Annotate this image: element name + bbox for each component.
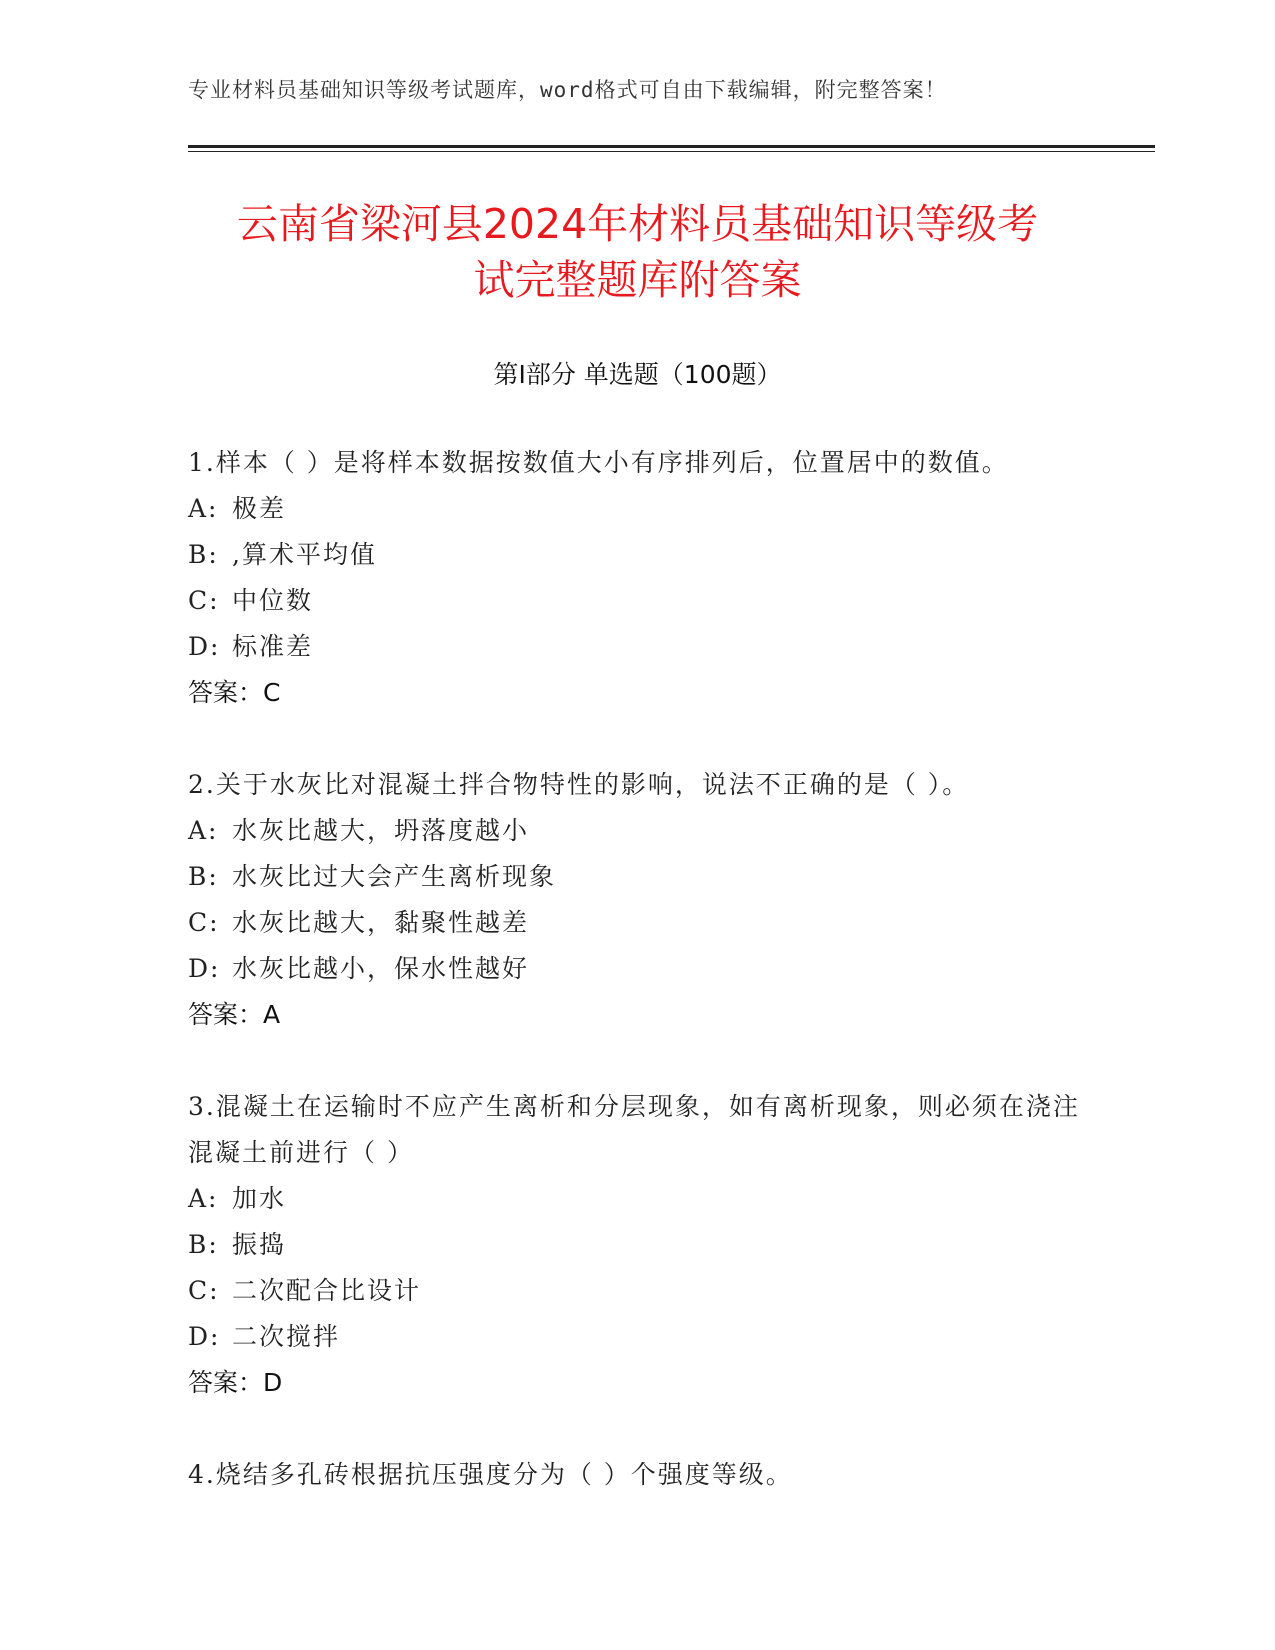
- question-text: 4.烧结多孔砖根据抗压强度分为（ ）个强度等级。: [188, 1460, 793, 1489]
- option-letter: D:: [188, 632, 221, 661]
- option-letter: D:: [188, 1322, 221, 1351]
- document-title: [160, 196, 1115, 308]
- option-letter: A:: [188, 816, 219, 845]
- question-list: [188, 440, 1088, 1544]
- option-letter: B:: [188, 862, 219, 891]
- question-2: [188, 762, 1088, 1038]
- question-text: 3.混凝土在运输时不应产生离析和分层现象，如有离析现象，则必须在浇注混凝土前进行（ ）: [188, 1092, 1080, 1167]
- answer: 答案：D: [188, 1368, 283, 1397]
- title-line-2: 试完整题库附答案: [473, 256, 802, 304]
- option-d: [188, 624, 1088, 670]
- option-c: [188, 900, 1088, 946]
- option-letter: A:: [188, 1184, 219, 1213]
- option-letter: C:: [188, 586, 220, 615]
- option-b: [188, 854, 1088, 900]
- option-text: 水灰比过大会产生离析现象: [232, 862, 557, 891]
- option-letter: C:: [188, 908, 220, 937]
- question-4: [188, 1452, 1088, 1498]
- option-c: [188, 1268, 1088, 1314]
- option-d: [188, 946, 1088, 992]
- question-text: 1.样本（ ）是将样本数据按数值大小有序排列后，位置居中的数值。: [188, 448, 1009, 477]
- option-text: 极差: [232, 494, 287, 523]
- question-3: [188, 1084, 1088, 1406]
- option-text: 振捣: [232, 1230, 287, 1259]
- option-text: 水灰比越小，保水性越好: [232, 954, 530, 983]
- option-letter: B:: [188, 540, 219, 569]
- option-a: [188, 1176, 1088, 1222]
- option-text: 加水: [232, 1184, 287, 1213]
- option-letter: A:: [188, 494, 219, 523]
- option-letter: C:: [188, 1276, 220, 1305]
- question-1: [188, 440, 1088, 716]
- option-text: 中位数: [232, 586, 314, 615]
- option-d: [188, 1314, 1088, 1360]
- option-b: [188, 532, 1088, 578]
- option-text: 标准差: [232, 632, 314, 661]
- option-letter: B:: [188, 1230, 219, 1259]
- option-b: [188, 1222, 1088, 1268]
- question-text: 2.关于水灰比对混凝土拌合物特性的影响，说法不正确的是（ ）。: [188, 770, 970, 799]
- section-heading: 第Ⅰ部分 单选题（100题）: [493, 360, 782, 389]
- option-text: 水灰比越大，坍落度越小: [232, 816, 530, 845]
- option-text: 二次配合比设计: [232, 1276, 422, 1305]
- option-letter: D:: [188, 954, 221, 983]
- option-a: [188, 486, 1088, 532]
- header-note: 专业材料员基础知识等级考试题库，word格式可自由下载编辑，附完整答案！: [188, 78, 947, 102]
- answer: 答案：A: [188, 1000, 281, 1029]
- option-a: [188, 808, 1088, 854]
- option-c: [188, 578, 1088, 624]
- option-text: 二次搅拌: [232, 1322, 341, 1351]
- option-text: ,算术平均值: [232, 540, 377, 569]
- answer: 答案：C: [188, 678, 281, 707]
- title-line-1: 云南省梁河县2024年材料员基础知识等级考: [236, 200, 1039, 248]
- header-rule-thick: [188, 145, 1155, 148]
- header-rule-thin: [188, 151, 1155, 152]
- option-text: 水灰比越大，黏聚性越差: [232, 908, 530, 937]
